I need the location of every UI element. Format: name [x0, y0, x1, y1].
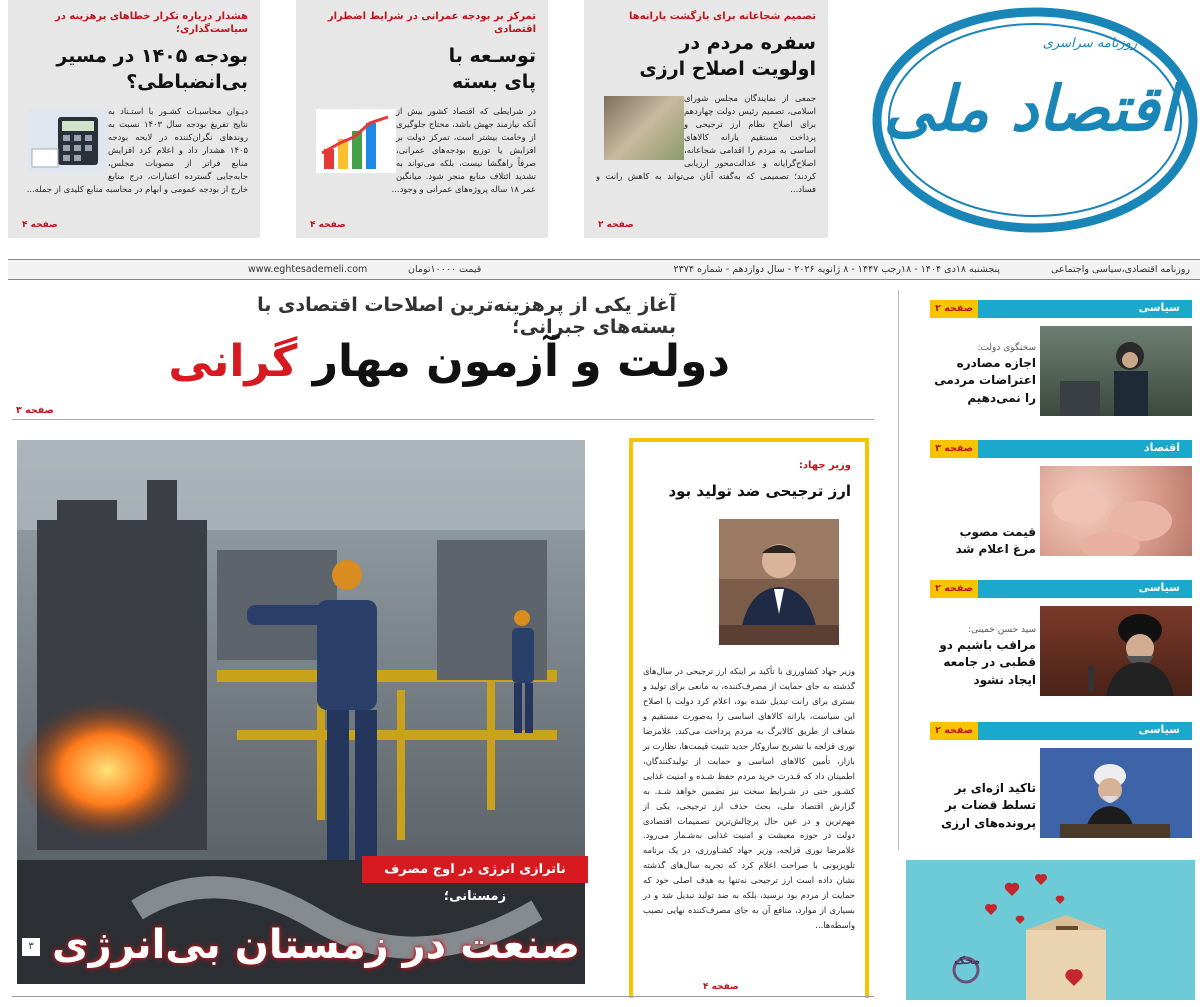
teaser-subsidy[interactable] — [584, 0, 828, 238]
section-label: اقتصاد — [1143, 441, 1180, 454]
teaser-headline: سفره مردم در اولویت اصلاح ارزی — [639, 32, 816, 80]
divider — [12, 419, 874, 420]
sidebar-card-chicken-price[interactable] — [930, 440, 1192, 560]
sidebar-headline: قیمت مصوب مرغ اعلام شد — [955, 525, 1036, 557]
page-ref-badge[interactable]: صفحه ۳ — [930, 440, 978, 458]
sidebar-kicker: سخنگوی دولت: — [977, 343, 1036, 353]
teaser-body: جمعی از نمایندگان مجلس شورای اسلامی، تصمیم رئیس دولت چهاردهم برای اصلاح نظام ارز ترجیحی و پرداخت مستقیم یارانه کالاهای اساسی به مردم را اقدامی شجاعانه، اصلاح‌گرایانه و عدالت‌محور ارزیابی کردند؛ تصمیمی که به‌گفته آنان می‌تواند به کاهش رانت و فساد... — [596, 93, 816, 195]
sidebar-card-government-spokesperson[interactable] — [930, 300, 1192, 420]
sidebar-card-hassan-khomeini[interactable] — [930, 580, 1192, 700]
dateline-section: روزنامه اقتصادی،سیاسی واجتماعی — [1051, 264, 1190, 275]
minister-portrait — [719, 519, 839, 645]
masthead-subtitle: روزنامه سراسری — [1042, 36, 1138, 51]
spokesperson-photo — [1040, 326, 1192, 416]
section-label: سیاسی — [1138, 581, 1180, 594]
teaser-budget[interactable] — [8, 0, 260, 238]
column-divider — [898, 290, 899, 850]
sidebar-headline: تاکید اژه‌ای بر تسلط قضات بر پرونده‌های ارزی — [941, 781, 1036, 830]
lead-page-ref[interactable]: صفحه ۳ — [16, 405, 54, 416]
bar-chart-icon — [316, 109, 396, 173]
teaser-thumbnail-chart — [316, 109, 396, 173]
section-label: سیاسی — [1138, 301, 1180, 314]
official-at-desk-icon — [1040, 748, 1192, 838]
dateline-bar — [8, 259, 1200, 280]
bottom-rule — [12, 996, 874, 997]
teaser-body: دیـوان محاسبـات کشـور با استـناد به نتایج تفریغ بودجه سال ۱۴۰۳ نسبت به روندهای نگران‌کننده در لایحه بودجه ۱۴۰۵ هشدار داد و اعلام کرد افزایش منابع فراتر از مصوبات مجلس، جابه‌جایی گسترده اعتبارات، درج منابع خارج از بودجه عمومی و ابهام در محاسبه منابع کلیدی از جمله... — [26, 106, 248, 195]
interview-title: ارز ترجیحی ضد تولید بود — [668, 482, 851, 500]
interview-kicker: وزیر جهاد: — [798, 460, 851, 471]
teaser-page-ref[interactable]: صفحه ۴ — [310, 220, 346, 230]
poultry-icon — [1040, 466, 1192, 556]
mahak-charity-ad[interactable] — [906, 860, 1195, 1000]
page-ref-badge[interactable]: صفحه ۲ — [930, 300, 978, 318]
sidebar-kicker: سید حسن خمینی: — [968, 625, 1036, 635]
teaser-kicker: هشدار درباره تکرار خطاهای پرهزینه در سیاست‌گذاری؛ — [55, 11, 248, 35]
teaser-page-ref[interactable]: صفحه ۲ — [598, 220, 634, 230]
page-ref-badge[interactable]: صفحه ۲ — [930, 580, 978, 598]
cleric-photo — [1040, 606, 1192, 696]
calculator-icon — [28, 109, 108, 173]
lead-headline[interactable] — [150, 336, 730, 387]
person-portrait-icon — [719, 519, 839, 645]
teaser-body: در شرایطی که اقتصاد کشور بیش از آنکه نیازمند جهش باشد، محتاج جلوگیری از وخامت بیشتر است، تمرکز دولت بر افزایش یا توزیع بودجه‌های عمرانی، صرفاً راهگشا نیست، بلکه می‌تواند به تشدید ائتلاف منابع منجر شود. میانگین عمر ۱۸ ساله پروژه‌های عمرانی و وجود... — [391, 106, 536, 195]
photo-page-number: ۳ — [22, 938, 40, 956]
teaser-kicker: تصمیم شجاعانه برای بازگشت یارانه‌ها — [629, 11, 816, 22]
teaser-headline: توسـعه با پای بسته — [448, 45, 536, 93]
photo-caption-kicker: ناترازی انرژی در اوج مصرف زمستانی؛ — [362, 856, 588, 883]
sidebar-headline: سید حسن خمینی: مراقب باشیم دو قطبی در جامعه ایجاد نشود — [934, 624, 1036, 689]
masthead-title: اقتصاد ملی — [883, 72, 1177, 145]
masthead-logo — [870, 2, 1200, 242]
teaser-page-ref[interactable]: صفحه ۴ — [22, 220, 58, 230]
lead-headline-red: گرانی — [168, 336, 298, 387]
minister-interview-box[interactable] — [629, 438, 869, 998]
chicken-meat-photo — [1040, 466, 1192, 556]
dateline-price: قیمت ۱۰۰۰۰تومان — [408, 264, 482, 275]
lead-headline-main: دولت و آزمون مهار — [312, 336, 730, 387]
teaser-thumbnail-calculator — [28, 109, 108, 173]
teaser-thumbnail-money — [604, 96, 684, 160]
cleric-portrait-icon — [1040, 606, 1192, 696]
photo-caption-headline[interactable]: صنعت در زمستان بی‌انرژی — [51, 922, 580, 968]
judiciary-chief-photo — [1040, 748, 1192, 838]
interview-page-ref[interactable]: صفحه ۴ — [703, 982, 739, 992]
sidebar-headline: سخنگوی دولت: اجازه مصادره اعتراضات مردمی را نمی‌دهیم — [934, 343, 1036, 405]
sidebar-card-ejei[interactable] — [930, 722, 1192, 842]
lead-overline: آغاز یکی از پرهزینه‌ترین اصلاحات اقتصادی با بسته‌های جبرانی؛ — [257, 294, 676, 338]
dateline-website[interactable]: www.eghtesademeli.com — [248, 264, 368, 275]
interview-body: وزیر جهاد کشاورزی با تأکید بر اینکه ارز ترجیحی در سال‌های گذشته به جای حمایت از مصرف‌کننده، به مانعی برای تولید و بستری برای رانت تبدیل شده بود، اعلام کرد دولت با اصلاح این سیاست، یارانه کالاهای اساسی را به‌صورت مستقیم و شفاف از طریق کالابرگ به مردم پرداخت می‌کند. غلامرضا نوری قزلجه با تشریح سازوکار جدید تثبیت قیمت‌ها، نظارت بر بازار، تأمین کالاهای اساسی و حمایت از تولیدکنندگان، اطمینان داد که قـدرت خرید مردم حفظ شـده و امنیت غذایی کشـور حتی در شـرایط سخت نیز تضمین خواهد شـد. به گزارش اقتصاد ملی، بحث حذف ارز ترجیحی، یکی از مهم‌ترین و در عین حال پرچالش‌ترین تصمیمات اقتصادی دولت در حوزه معیشت و امنیت غذایی به‌شـمار می‌رود. غلامرضا نوری قزلجه، وزیر جهاد کشـاورزی، در یک برنامه تلویزیونی با صراحت اعلام کرد که تجربه سال‌های گذشته نشان داده است ارز ترجیحی نه‌تنها به هدف اصلی خود که حمایت از مردم بود نرسید، بلکه به ضد تولید تبدیل شد و در بسیاری از موارد، منافع آن به جای مصرف‌کننده نهایی نصیب واسطه‌ها... — [643, 666, 855, 931]
teaser-development[interactable] — [296, 0, 548, 238]
dateline-date: پنجشنبه ۱۸دی ۱۴۰۴ - ۱۸رجب ۱۴۴۷ - ۸ ژانویه ۲۰۲۶ - سال دوازدهم - شماره ۲۳۷۴ — [673, 264, 1000, 275]
page-ref-badge[interactable]: صفحه ۲ — [930, 722, 978, 740]
donation-box-illustration — [906, 860, 1195, 1000]
ad-brand: محک — [954, 954, 981, 967]
section-label: سیاسی — [1138, 723, 1180, 736]
teaser-kicker: تمرکز بر بودجه عمرانی در شرایط اضطرار اقتصادی — [327, 11, 536, 35]
teaser-headline: بودجه ۱۴۰۵ در مسیر بی‌انضباطی؟ — [56, 45, 248, 93]
speaker-at-podium-icon — [1040, 326, 1192, 416]
